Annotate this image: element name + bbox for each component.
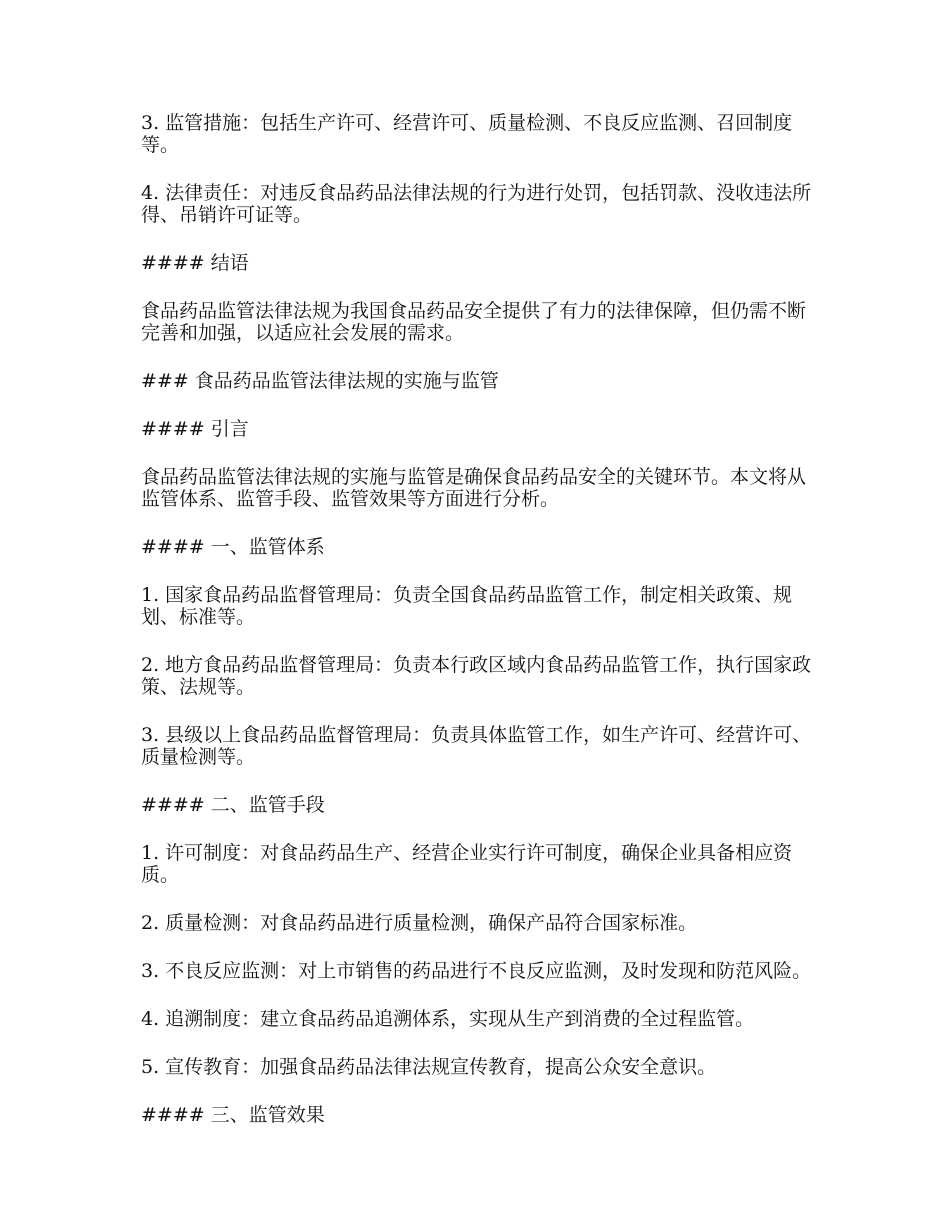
list-item: 3. 不良反应监测：对上市销售的药品进行不良反应监测，及时发现和防范风险。: [141, 960, 812, 982]
list-item: 1. 国家食品药品监督管理局：负责全国食品药品监管工作，制定相关政策、规划、标准等。: [141, 584, 793, 628]
list-item: 5. 宣传教育：加强食品药品法律法规宣传教育，提高公众安全意识。: [141, 1056, 717, 1078]
list-item: 4. 追溯制度：建立食品药品追溯体系，实现从生产到消费的全过程监管。: [141, 1008, 755, 1030]
list-item: 2. 地方食品药品监督管理局：负责本行政区域内食品药品监管工作，执行国家政策、法规等。: [141, 654, 812, 698]
heading-introduction: #### 引言: [141, 418, 249, 440]
document-body: [141, 112, 813, 1152]
list-item-measures: 3. 监管措施：包括生产许可、经营许可、质量检测、不良反应监测、召回制度等。: [141, 112, 793, 156]
list-item: 2. 质量检测：对食品药品进行质量检测，确保产品符合国家标准。: [141, 912, 698, 934]
paragraph-introduction: 食品药品监管法律法规的实施与监管是确保食品药品安全的关键环节。本文将从监管体系、监管手段、监管效果等方面进行分析。: [141, 466, 807, 510]
heading-conclusion: #### 结语: [141, 252, 249, 274]
list-item: 1. 许可制度：对食品药品生产、经营企业实行许可制度，确保企业具备相应资质。: [141, 842, 793, 886]
list-item: 3. 县级以上食品药品监督管理局：负责具体监管工作，如生产许可、经营许可、质量检测等。: [141, 724, 812, 768]
heading-supervision-means: #### 二、监管手段: [141, 794, 325, 816]
heading-supervision-effect: #### 三、监管效果: [141, 1104, 325, 1126]
list-item-liability: 4. 法律责任：对违反食品药品法律法规的行为进行处罚，包括罚款、没收违法所得、吊销许可证等。: [141, 182, 812, 226]
paragraph-conclusion: 食品药品监管法律法规为我国食品药品安全提供了有力的法律保障，但仍需不断完善和加强，以适应社会发展的需求。: [141, 300, 807, 344]
section-title: ### 食品药品监管法律法规的实施与监管: [141, 370, 499, 392]
heading-supervision-system: #### 一、监管体系: [141, 536, 325, 558]
